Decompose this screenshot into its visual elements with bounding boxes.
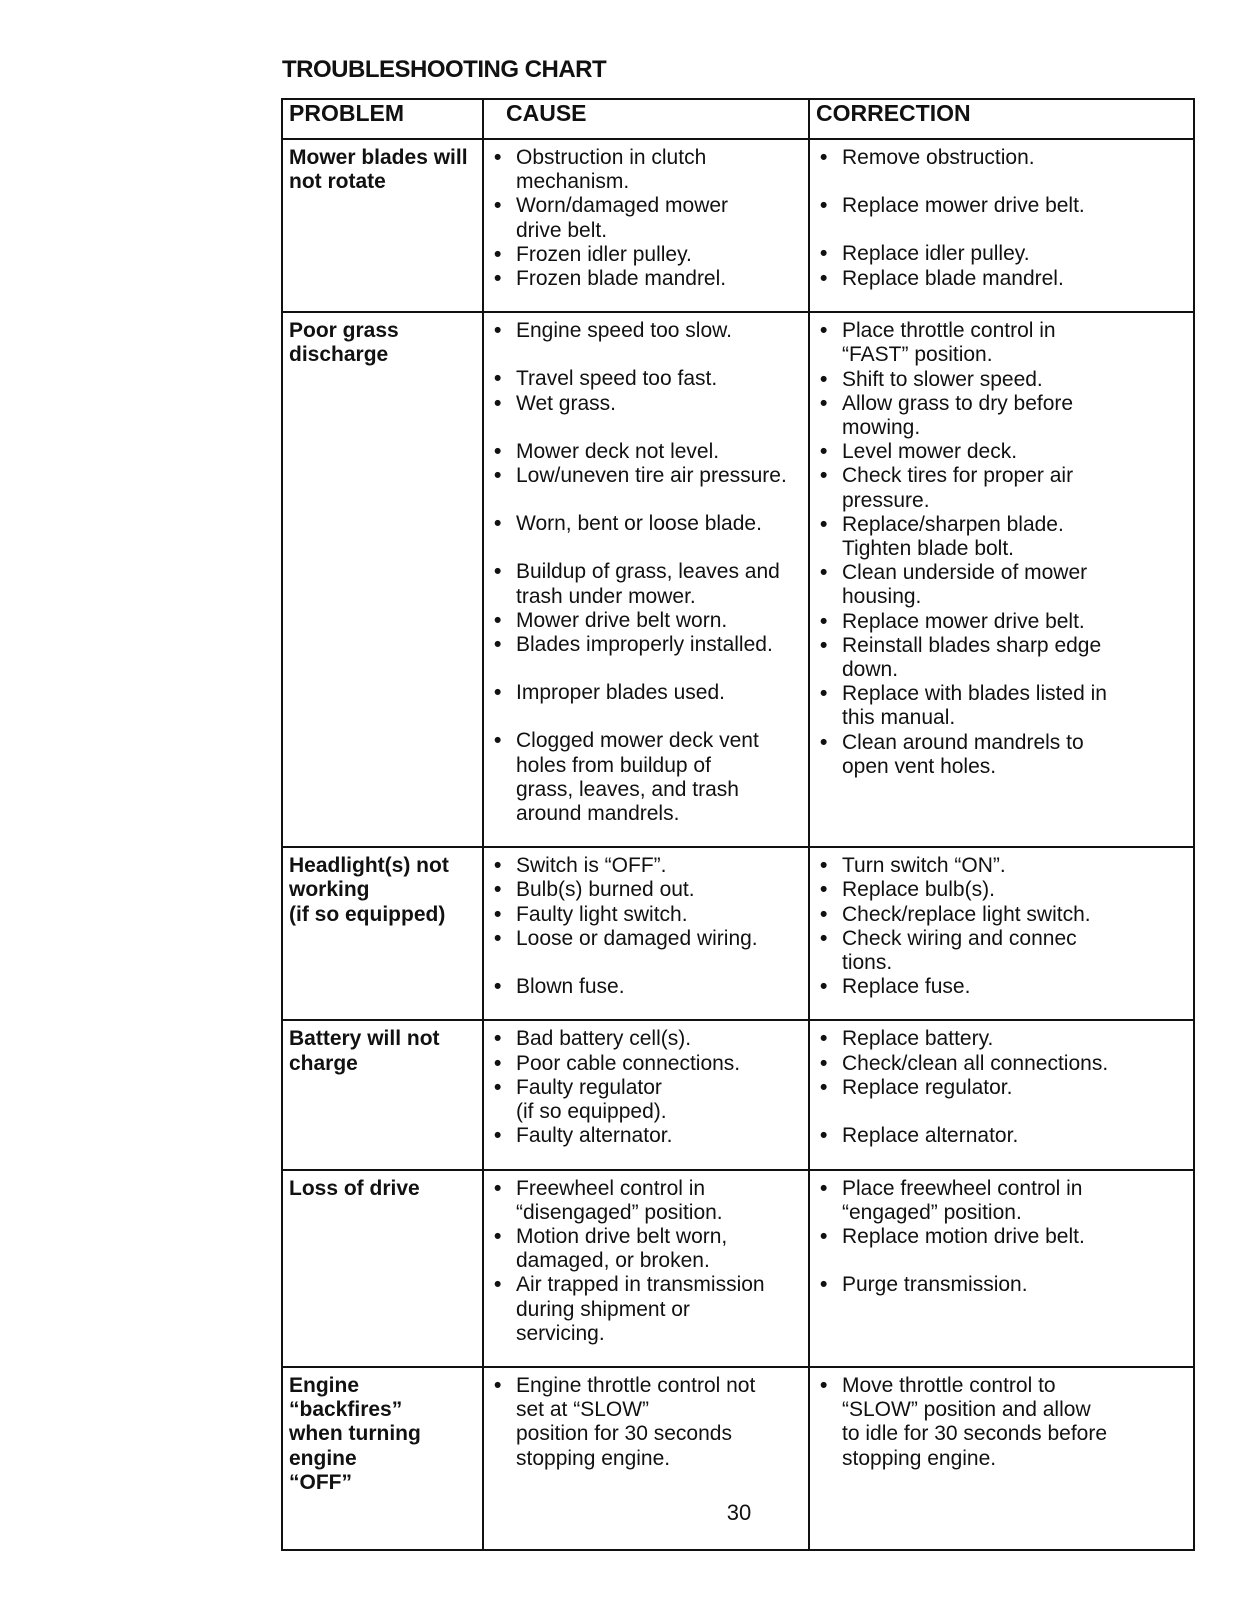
cause-item: • Buildup of grass, leaves and trash under mower. <box>490 560 802 608</box>
correction-item: • Replace motion drive belt. <box>816 1225 1187 1249</box>
cause-item: • Frozen blade mandrel. <box>490 267 802 291</box>
header-cause: CAUSE <box>483 99 809 139</box>
cause-list <box>490 1177 802 1346</box>
correction-cell <box>809 312 1194 847</box>
cause-item: • Worn, bent or loose blade. <box>490 512 802 536</box>
correction-item: • Replace with blades listed in this manual. <box>816 682 1187 730</box>
header-correction: CORRECTION <box>809 99 1194 139</box>
correction-item: • Replace battery. <box>816 1027 1187 1051</box>
correction-item: • Replace mower drive belt. <box>816 610 1187 634</box>
cause-item: • Faulty light switch. <box>490 903 802 927</box>
problem-cell <box>282 1020 483 1169</box>
correction-item: • Replace fuse. <box>816 975 1187 999</box>
correction-item: • Check wiring and connec tions. <box>816 927 1187 975</box>
correction-item: • Purge transmission. <box>816 1273 1187 1297</box>
cause-item: • Engine speed too slow. <box>490 319 802 343</box>
table-row <box>282 139 1194 312</box>
correction-item: • Reinstall blades sharp edge down. <box>816 634 1187 682</box>
cause-list <box>490 854 802 999</box>
cause-list <box>490 1374 802 1471</box>
correction-item: • Check tires for proper air pressure. <box>816 464 1187 512</box>
cause-list <box>490 146 802 291</box>
cause-item: • Blown fuse. <box>490 975 802 999</box>
correction-item: • Replace idler pulley. <box>816 242 1187 266</box>
cause-item: • Travel speed too fast. <box>490 367 802 391</box>
problem-cell <box>282 847 483 1020</box>
correction-item: • Clean underside of mower housing. <box>816 561 1187 609</box>
cause-list <box>490 319 802 826</box>
correction-item: • Move throttle control to “SLOW” position and allow to idle for 30 seconds before stopping engine. <box>816 1374 1187 1471</box>
page-number: 30 <box>726 1500 752 1525</box>
cause-item: • Blades improperly installed. <box>490 633 802 657</box>
cause-item: • Low/uneven tire air pressure. <box>490 464 802 488</box>
correction-item: • Replace mower drive belt. <box>816 194 1187 218</box>
correction-item: • Turn switch “ON”. <box>816 854 1187 878</box>
cause-item: • Air trapped in transmission during shipment or servicing. <box>490 1273 802 1346</box>
cause-item: • Improper blades used. <box>490 681 802 705</box>
cause-item: • Bulb(s) burned out. <box>490 878 802 902</box>
correction-list <box>816 319 1187 779</box>
cause-cell <box>483 312 809 847</box>
cause-cell <box>483 847 809 1020</box>
cause-item: • Freewheel control in “disengaged” position. <box>490 1177 802 1225</box>
problem-text: Poor grass discharge <box>289 319 399 367</box>
cause-cell <box>483 139 809 312</box>
problem-text: Loss of drive <box>289 1176 420 1200</box>
table-row <box>282 1170 1194 1367</box>
cause-item: • Faulty alternator. <box>490 1124 802 1148</box>
cause-item: • Poor cable connections. <box>490 1052 802 1076</box>
correction-list <box>816 1027 1187 1148</box>
table-body <box>282 139 1194 1550</box>
problem-text: Engine “backfires” when turning engine “OFF” <box>289 1373 421 1494</box>
correction-item: • Replace bulb(s). <box>816 878 1187 902</box>
correction-item: • Replace regulator. <box>816 1076 1187 1100</box>
correction-list <box>816 1374 1187 1471</box>
table-row <box>282 312 1194 847</box>
cause-cell <box>483 1020 809 1169</box>
correction-list <box>816 1177 1187 1298</box>
problem-cell <box>282 139 483 312</box>
correction-item: • Allow grass to dry before mowing. <box>816 392 1187 440</box>
correction-item: • Replace/sharpen blade. Tighten blade bolt. <box>816 513 1187 561</box>
correction-item: • Place freewheel control in “engaged” position. <box>816 1177 1187 1225</box>
correction-item: • Check/clean all connections. <box>816 1052 1187 1076</box>
header-problem: PROBLEM <box>282 99 483 139</box>
correction-item: • Remove obstruction. <box>816 146 1187 170</box>
cause-item: • Mower deck not level. <box>490 440 802 464</box>
correction-item: • Clean around mandrels to open vent holes. <box>816 731 1187 779</box>
page-title: TROUBLESHOOTING CHART <box>282 56 607 83</box>
cause-item: • Worn/damaged mower drive belt. <box>490 194 802 242</box>
problem-cell <box>282 1170 483 1367</box>
cause-item: • Bad battery cell(s). <box>490 1027 802 1051</box>
cause-item: • Clogged mower deck vent holes from buildup of grass, leaves, and trash around mandrels. <box>490 729 802 826</box>
cause-item: • Obstruction in clutch mechanism. <box>490 146 802 194</box>
cause-item: • Motion drive belt worn, damaged, or broken. <box>490 1225 802 1273</box>
problem-text: Battery will not charge <box>289 1027 440 1075</box>
cause-cell <box>483 1170 809 1367</box>
problem-cell <box>282 312 483 847</box>
correction-cell <box>809 847 1194 1020</box>
table-row <box>282 1020 1194 1169</box>
correction-item: • Level mower deck. <box>816 440 1187 464</box>
correction-cell <box>809 1020 1194 1169</box>
cause-item: • Loose or damaged wiring. <box>490 927 802 951</box>
correction-list <box>816 854 1187 999</box>
cause-item: • Mower drive belt worn. <box>490 609 802 633</box>
cause-item: • Engine throttle control not set at “SLOW” position for 30 seconds stopping engine. <box>490 1374 802 1471</box>
cause-item: • Switch is “OFF”. <box>490 854 802 878</box>
table-header-row <box>282 99 1194 139</box>
correction-item: • Replace alternator. <box>816 1124 1187 1148</box>
cause-list <box>490 1027 802 1148</box>
correction-cell <box>809 1170 1194 1367</box>
problem-text: Mower blades will not rotate <box>289 146 468 194</box>
problem-text: Headlight(s) not working (if so equipped) <box>289 854 449 926</box>
correction-cell <box>809 139 1194 312</box>
table-row <box>282 847 1194 1020</box>
correction-item: • Place throttle control in “FAST” position. <box>816 319 1187 367</box>
cause-item: • Faulty regulator (if so equipped). <box>490 1076 802 1124</box>
correction-list <box>816 146 1187 291</box>
correction-item: • Replace blade mandrel. <box>816 267 1187 291</box>
troubleshooting-table <box>281 98 1195 1551</box>
correction-item: • Shift to slower speed. <box>816 368 1187 392</box>
cause-item: • Wet grass. <box>490 392 802 416</box>
correction-item: • Check/replace light switch. <box>816 903 1187 927</box>
cause-item: • Frozen idler pulley. <box>490 243 802 267</box>
